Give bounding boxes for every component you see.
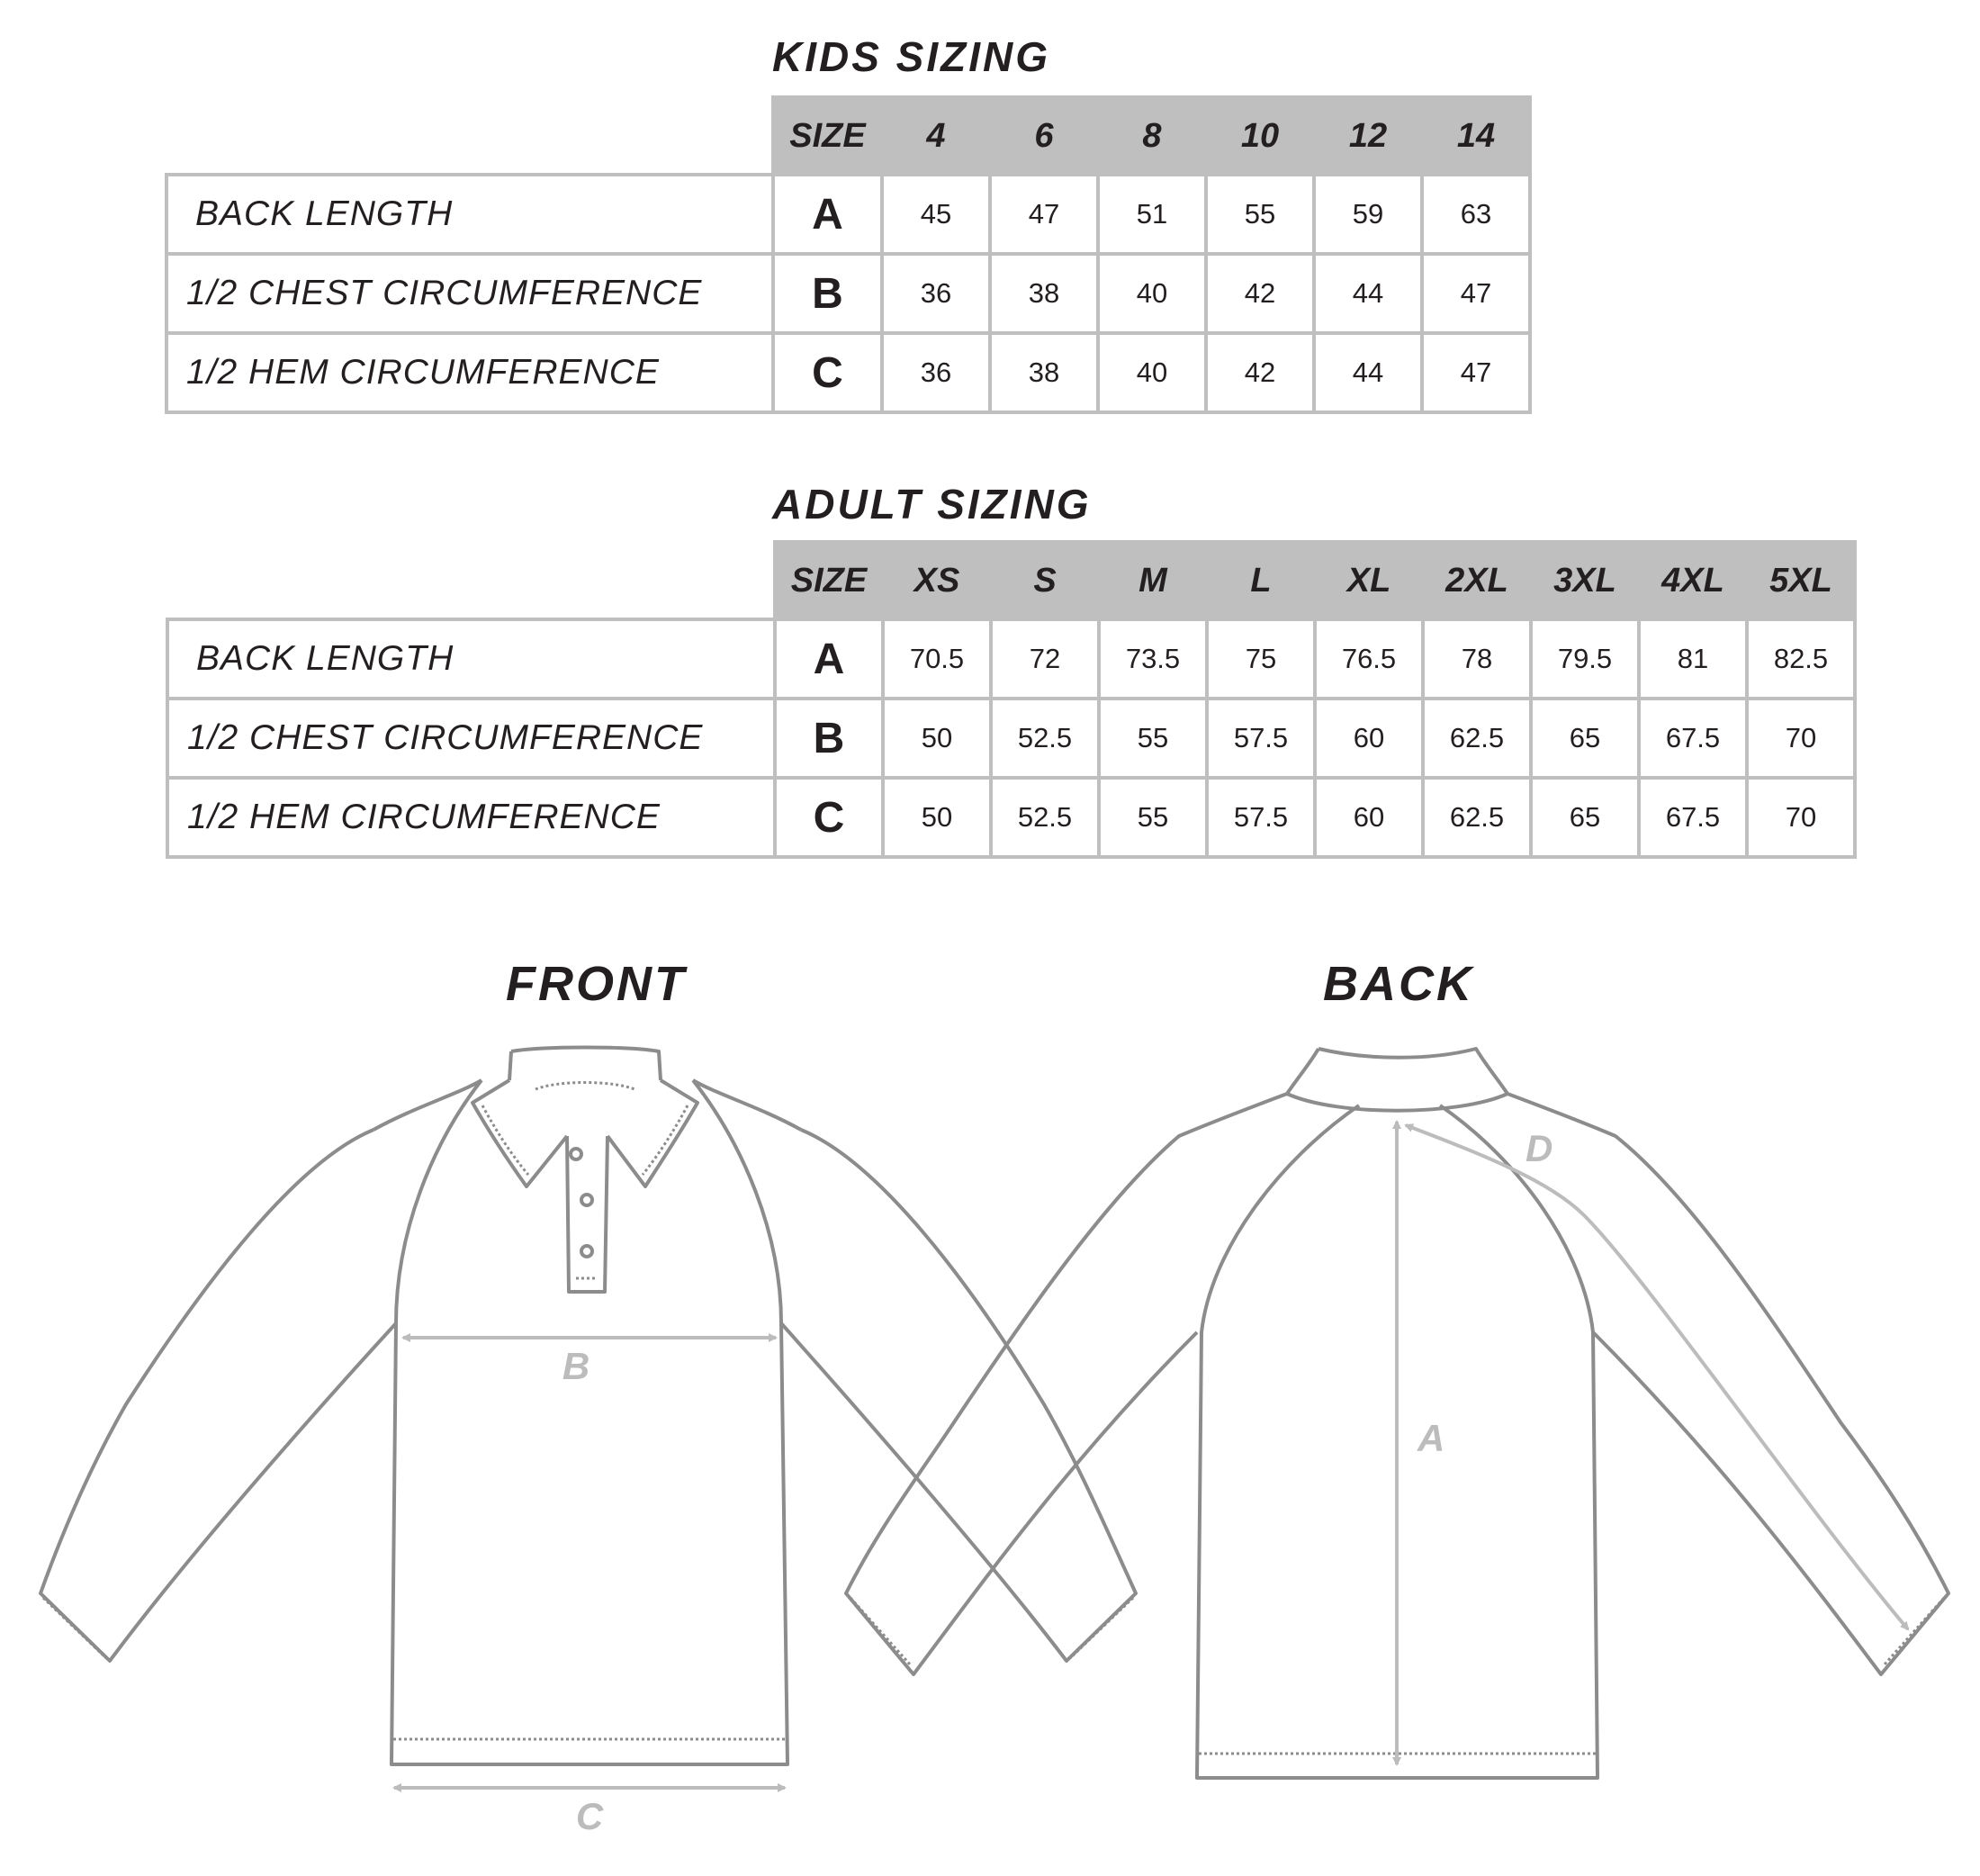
measurement-label: 1/2 CHEST CIRCUMFERENCE bbox=[166, 254, 773, 333]
table-cell: 42 bbox=[1206, 333, 1314, 412]
table-cell: 44 bbox=[1314, 254, 1422, 333]
adult-size-header: XL bbox=[1315, 542, 1423, 619]
table-cell: 55 bbox=[1099, 778, 1207, 857]
table-cell: 51 bbox=[1098, 175, 1206, 254]
adult-size-label: SIZE bbox=[775, 542, 883, 619]
table-cell: 70.5 bbox=[883, 619, 991, 699]
hem-dimension-label: C bbox=[575, 1795, 604, 1837]
chest-dimension-arrow bbox=[403, 1338, 776, 1387]
table-cell: 57.5 bbox=[1207, 699, 1315, 778]
table-cell: 78 bbox=[1423, 619, 1531, 699]
adult-size-header: 2XL bbox=[1423, 542, 1531, 619]
table-cell: 60 bbox=[1315, 778, 1423, 857]
table-cell: 47 bbox=[990, 175, 1098, 254]
table-cell: 63 bbox=[1422, 175, 1530, 254]
front-view-title: FRONT bbox=[506, 957, 687, 1011]
measurement-label: 1/2 CHEST CIRCUMFERENCE bbox=[167, 699, 775, 778]
table-cell: 65 bbox=[1531, 699, 1639, 778]
sleeve-dimension-label: D bbox=[1526, 1127, 1553, 1169]
table-cell: 38 bbox=[990, 333, 1098, 412]
table-cell: 40 bbox=[1098, 254, 1206, 333]
hem-dimension-arrow bbox=[394, 1788, 785, 1837]
kids-size-header: 8 bbox=[1098, 97, 1206, 175]
table-cell: 67.5 bbox=[1639, 778, 1747, 857]
table-cell: 47 bbox=[1422, 333, 1530, 412]
kids-size-label: SIZE bbox=[773, 97, 882, 175]
table-cell: 44 bbox=[1314, 333, 1422, 412]
table-cell: 57.5 bbox=[1207, 778, 1315, 857]
measurement-letter: B bbox=[775, 699, 883, 778]
kids-size-header: 12 bbox=[1314, 97, 1422, 175]
table-cell: 42 bbox=[1206, 254, 1314, 333]
back-length-dimension-label: A bbox=[1418, 1417, 1445, 1459]
table-cell: 50 bbox=[883, 699, 991, 778]
table-cell: 70 bbox=[1747, 778, 1855, 857]
adult-size-header: 5XL bbox=[1747, 542, 1855, 619]
adult-size-header: 3XL bbox=[1531, 542, 1639, 619]
measurement-letter: B bbox=[773, 254, 882, 333]
back-length-dimension-arrow bbox=[1397, 1122, 1444, 1764]
table-cell: 82.5 bbox=[1747, 619, 1855, 699]
table-cell: 36 bbox=[882, 333, 990, 412]
kids-size-header: 14 bbox=[1422, 97, 1530, 175]
table-cell: 50 bbox=[883, 778, 991, 857]
table-cell: 55 bbox=[1099, 699, 1207, 778]
table-cell: 76.5 bbox=[1315, 619, 1423, 699]
chest-dimension-label: B bbox=[562, 1345, 590, 1387]
adult-size-header: XS bbox=[883, 542, 991, 619]
measurement-label: 1/2 HEM CIRCUMFERENCE bbox=[166, 333, 773, 412]
measurement-label: BACK LENGTH bbox=[166, 175, 773, 254]
measurement-label: BACK LENGTH bbox=[167, 619, 775, 699]
table-cell: 55 bbox=[1206, 175, 1314, 254]
table-cell: 52.5 bbox=[991, 778, 1099, 857]
front-shirt-outline bbox=[40, 1048, 1136, 1765]
table-cell: 40 bbox=[1098, 333, 1206, 412]
table-cell: 70 bbox=[1747, 699, 1855, 778]
table-cell: 60 bbox=[1315, 699, 1423, 778]
measurement-label: 1/2 HEM CIRCUMFERENCE bbox=[167, 778, 775, 857]
table-cell: 72 bbox=[991, 619, 1099, 699]
table-cell: 73.5 bbox=[1099, 619, 1207, 699]
adult-size-header: L bbox=[1207, 542, 1315, 619]
table-cell: 65 bbox=[1531, 778, 1639, 857]
table-cell: 79.5 bbox=[1531, 619, 1639, 699]
table-cell: 59 bbox=[1314, 175, 1422, 254]
table-cell: 62.5 bbox=[1423, 699, 1531, 778]
kids-sizing-title: KIDS SIZING bbox=[772, 33, 1051, 80]
kids-size-header: 4 bbox=[882, 97, 990, 175]
adult-sizing-title: ADULT SIZING bbox=[772, 481, 1092, 528]
sleeve-dimension-arrow bbox=[1406, 1125, 1908, 1629]
back-view-title: BACK bbox=[1323, 957, 1474, 1011]
adult-size-header: S bbox=[991, 542, 1099, 619]
table-cell: 62.5 bbox=[1423, 778, 1531, 857]
adult-size-header: M bbox=[1099, 542, 1207, 619]
kids-size-header: 6 bbox=[990, 97, 1098, 175]
measurement-letter: C bbox=[775, 778, 883, 857]
table-cell: 52.5 bbox=[991, 699, 1099, 778]
measurement-letter: A bbox=[775, 619, 883, 699]
adult-size-header: 4XL bbox=[1639, 542, 1747, 619]
table-cell: 75 bbox=[1207, 619, 1315, 699]
table-cell: 47 bbox=[1422, 254, 1530, 333]
table-cell: 67.5 bbox=[1639, 699, 1747, 778]
table-cell: 36 bbox=[882, 254, 990, 333]
measurement-letter: C bbox=[773, 333, 882, 412]
table-cell: 38 bbox=[990, 254, 1098, 333]
table-cell: 81 bbox=[1639, 619, 1747, 699]
table-cell: 45 bbox=[882, 175, 990, 254]
measurement-letter: A bbox=[773, 175, 882, 254]
kids-size-header: 10 bbox=[1206, 97, 1314, 175]
